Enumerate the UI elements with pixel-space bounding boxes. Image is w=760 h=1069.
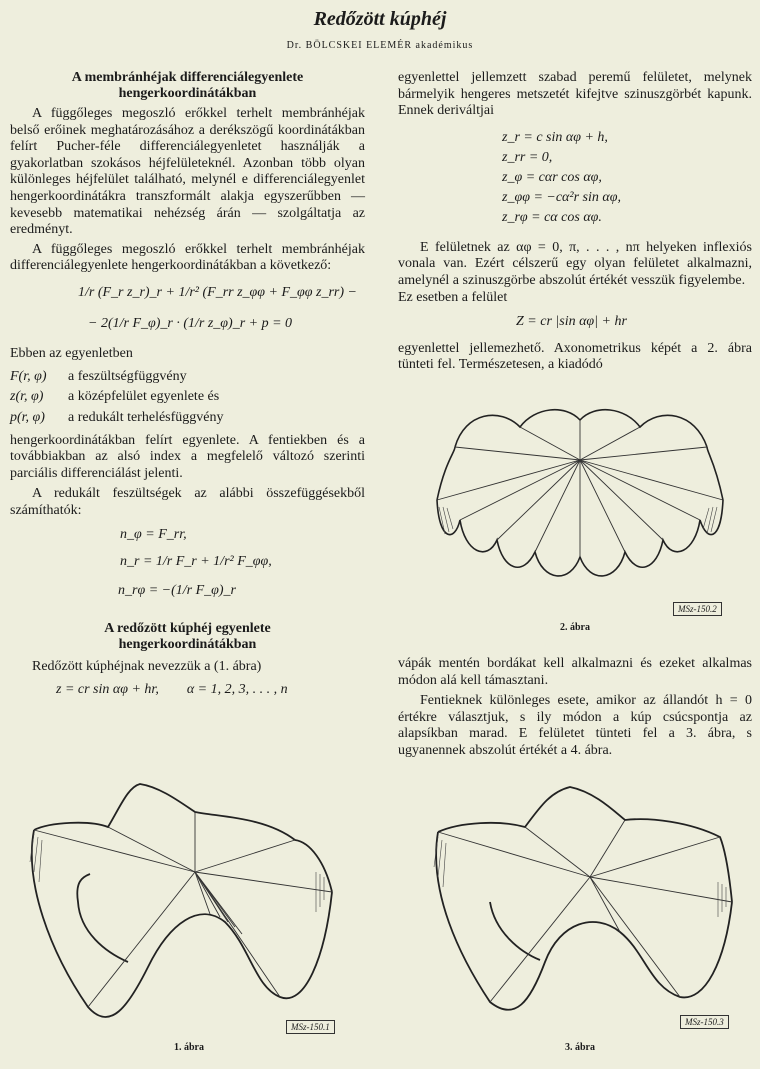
equation-surface: z = cr sin αφ + hr, α = 1, 2, 3, . . . , n — [56, 681, 288, 697]
paragraph-inflexion: E felületnek az αφ = 0, π, . . . , nπ helyeken inflexiós vonala van. Ezért célszerű egy olyan felületet alkalmazni, amelynél a szinuszgörbe abszolút értékét vesszük figyelembe. — [398, 239, 752, 288]
right-column-top — [398, 70, 752, 374]
figure-2-stamp: MSz-150.2 — [673, 602, 722, 616]
figure-1-drawing — [20, 782, 350, 1032]
in-equation-text: Ebben az egyenletben — [10, 346, 133, 362]
figure-2-caption: 2. ábra — [560, 622, 590, 633]
definition-row — [10, 389, 365, 406]
definition-text: a feszültségfüggvény — [68, 368, 187, 384]
equation-1b: − 2(1/r F_φ)_r · (1/r z_φ)_r + p = 0 — [88, 315, 293, 331]
paragraph-index-note: hengerkoordinátákban felírt egyenlete. A fentiekben és a továbbiakban az alsó index a megfelelő változó szerinti parciális differenciálást jelenti. — [10, 432, 365, 481]
right-column-bottom — [398, 656, 752, 760]
section2-title-line2: hengerkoordinátákban — [118, 637, 257, 653]
definition-text: a középfelület egyenlete és — [68, 389, 220, 405]
paragraph-equation-intro: A függőleges megoszló erőkkel terhelt membránhéjak differenciálegyenlete hengerkoordinátákban a következő: — [10, 241, 365, 274]
paragraph-axonometric: egyenlettel jellemezhető. Axonometrikus képét a 2. ábra tünteti fel. Természetesen, a kiadódó — [398, 340, 752, 373]
figure-3-drawing — [420, 782, 740, 1022]
definitions-list — [10, 369, 365, 427]
paragraph-intro: A függőleges megoszló erőkkel terhelt membránhéjak belső erőinek meghatározásához a derékszögű koordinátákban felírt Pucher-féle differenciálegyenletet használják a gyakorlatban szokásos héjfelületeknél. Azonban több olyan különleges héjfelület található, melynél e differenciálegyenlet hengerkoordinátákra transzformált alakja egyszerűbben — kevesebb matematikai nehézség árán — szolgáltatja az eredményt. — [10, 106, 365, 238]
derivatives-list — [502, 128, 752, 228]
paragraph-free-edge: egyenlettel jellemzett szabad peremű felületet, melynek bármelyik hengeres metszetét kifejtve szinuszgörbét kapunk. Ennek deriváltjai — [398, 70, 752, 119]
definition-symbol: p(r, φ) — [10, 409, 45, 425]
derivative-zphi: z_φ = cαr cos αφ, — [502, 169, 602, 185]
left-column — [10, 70, 365, 698]
paragraph-special-case: Fentieknek különleges esete, amikor az állandót h = 0 értékre választjuk, s ily módon a kúp csúcspontja az alapsíkban marad. E felületet tünteti fel a 3. ábra, s ugyanennek abszolút értékét a 4. ábra. — [398, 693, 752, 758]
author-line: Dr. BÖLCSKEI ELEMÉR akadémikus — [286, 40, 474, 51]
figure-2-drawing — [425, 392, 735, 592]
paragraph-definition: Redőzött kúphéjnak nevezzük a (1. ábra) — [32, 659, 262, 675]
definition-symbol: F(r, φ) — [10, 368, 47, 384]
definition-text: a redukált terhelésfüggvény — [68, 409, 224, 425]
equation-abs-surface: Z = cr |sin αφ| + hr — [516, 314, 627, 330]
paragraph-case: Ez esetben a felület — [398, 289, 508, 305]
equation-n-r-phi: n_rφ = −(1/r F_φ)_r — [118, 582, 236, 598]
article-title: Redőzött kúphéj — [313, 8, 447, 30]
figure-1-caption: 1. ábra — [174, 1042, 204, 1053]
equation-1a: 1/r (F_r z_r)_r + 1/r² (F_rr z_φφ + F_φφ z_rr) − — [78, 284, 357, 300]
equation-n-r: n_r = 1/r F_r + 1/r² F_φφ, — [120, 554, 272, 570]
definition-row — [10, 369, 365, 386]
section2-title-line1: A redőzött kúphéj egyenlete — [104, 621, 271, 637]
derivative-zphiphi: z_φφ = −cα²r sin αφ, — [502, 189, 621, 205]
derivative-zr: z_r = c sin αφ + h, — [502, 129, 608, 145]
definition-symbol: z(r, φ) — [10, 389, 44, 405]
section2-title — [10, 621, 365, 653]
paragraph-ribs: vápák mentén bordákat kell alkalmazni és ezeket alkalmas módon alá kell támasztani. — [398, 656, 752, 688]
paragraph-stresses: A redukált feszültségek az alábbi összefüggésekből számíthatók: — [10, 486, 365, 518]
section1-title-line1: A membránhéjak differenciálegyenlete — [71, 70, 304, 85]
derivative-zrphi: z_rφ = cα cos αφ. — [502, 209, 602, 225]
figure-3-caption: 3. ábra — [565, 1042, 595, 1053]
derivative-zrr: z_rr = 0, — [502, 149, 553, 165]
figure-1-stamp: MSz-150.1 — [286, 1020, 335, 1034]
section1-title-line2: hengerkoordinátákban — [118, 86, 257, 101]
section1-title — [10, 70, 365, 102]
figure-3-stamp: MSz-150.3 — [680, 1015, 729, 1029]
equation-n-phi: n_φ = F_rr, — [120, 527, 187, 543]
definition-row — [10, 410, 365, 427]
